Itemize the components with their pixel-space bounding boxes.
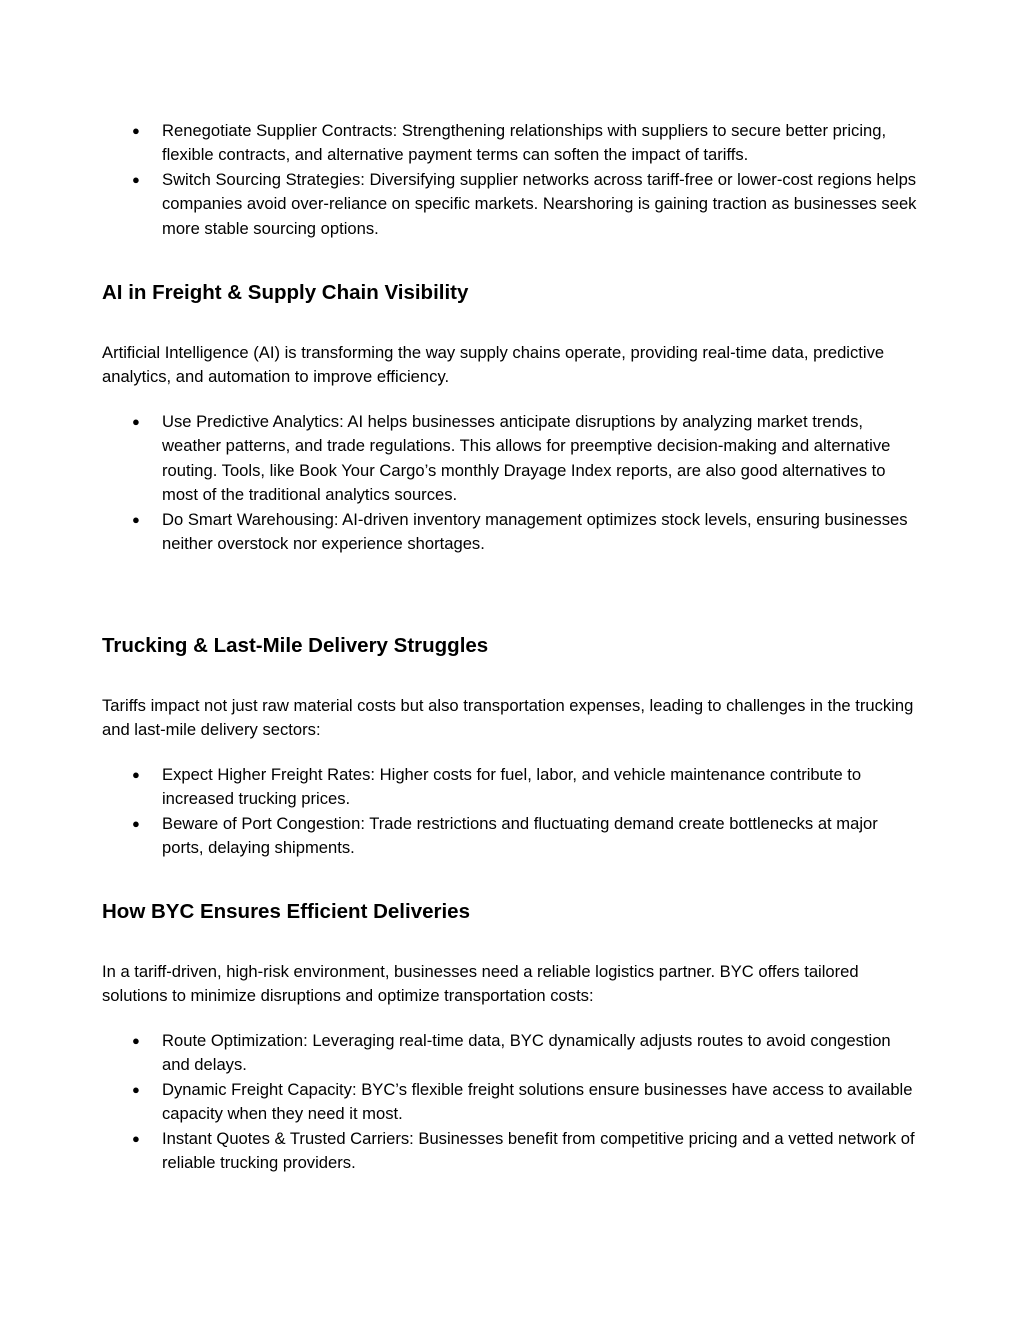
section-ai-freight-body <box>102 341 922 390</box>
list-item <box>102 410 922 508</box>
list-item <box>102 119 922 168</box>
section-ai-freight-list <box>102 410 922 556</box>
section-heading: Trucking & Last-Mile Delivery Struggles <box>102 634 489 657</box>
section-heading: How BYC Ensures Efficient Deliveries <box>102 900 470 923</box>
bullet-list <box>102 763 922 861</box>
bullet-icon: ● <box>132 414 140 429</box>
bullet-list <box>102 410 922 556</box>
section-heading: AI in Freight & Supply Chain Visibility <box>102 281 469 304</box>
section-trucking-list <box>102 763 922 861</box>
list-item <box>102 168 922 241</box>
bullet-icon: ● <box>132 511 140 527</box>
list-item-text: Instant Quotes & Trusted Carriers: Businesses benefit from competitive pricing and a vetted network of reliable trucking providers. <box>162 1128 915 1173</box>
bullet-list <box>102 1029 922 1175</box>
section-trucking <box>102 634 922 658</box>
section-trucking-body <box>102 694 922 743</box>
list-item-text: Beware of Port Congestion: Trade restrictions and fluctuating demand create bottlenecks at major ports, delaying shipments. <box>162 813 878 858</box>
section-ai-freight <box>102 281 922 305</box>
section-byc-list <box>102 1029 922 1175</box>
bullet-icon: ● <box>132 171 140 187</box>
list-item-text: Renegotiate Supplier Contracts: Strengthening relationships with suppliers to secure better pricing, flexible contracts, and alternative payment terms can soften the impact of tariffs. <box>162 121 887 165</box>
list-item <box>102 508 922 557</box>
list-item <box>102 1078 922 1127</box>
list-item <box>102 1127 922 1176</box>
bullet-icon: ● <box>132 1130 140 1146</box>
section-paragraph: In a tariff-driven, high-risk environment, businesses need a reliable logistics partner. BYC offers tailored solutions to minimize disruptions and optimize transportation costs: <box>102 962 859 1006</box>
bullet-icon: ● <box>132 767 140 782</box>
bullet-icon: ● <box>132 815 140 831</box>
list-item-text: Do Smart Warehousing: AI-driven inventory management optimizes stock levels, ensuring businesses neither overstock nor experience shortages. <box>162 509 908 554</box>
bullet-icon: ● <box>132 1033 140 1048</box>
list-item-text: Switch Sourcing Strategies: Diversifying supplier networks across tariff-free or lower-cost regions helps companies avoid over-reliance on specific markets. Nearshoring is gaining traction as businesses seek more stable sourcing options. <box>162 169 917 238</box>
list-item-text: Dynamic Freight Capacity: BYC’s flexible freight solutions ensure businesses have access to available capacity when they need it most. <box>162 1079 913 1124</box>
list-item <box>102 763 922 812</box>
list-item <box>102 812 922 861</box>
list-item <box>102 1029 922 1078</box>
intro-section <box>102 119 922 241</box>
list-item-text: Route Optimization: Leveraging real-time data, BYC dynamically adjusts routes to avoid congestion and delays. <box>162 1031 891 1075</box>
section-byc <box>102 900 922 924</box>
list-item-text: Use Predictive Analytics: AI helps businesses anticipate disruptions by analyzing market trends, weather patterns, and trade regulations. This allows for preemptive decision-making and alternative routing. Tools, like Book Your Cargo’s monthly Drayage Index reports, are also good alternatives to most of the traditional analytics sources. <box>162 412 891 505</box>
section-paragraph: Artificial Intelligence (AI) is transforming the way supply chains operate, providing real-time data, predictive analytics, and automation to improve efficiency. <box>102 343 885 387</box>
list-item-text: Expect Higher Freight Rates: Higher costs for fuel, labor, and vehicle maintenance contribute to increased trucking prices. <box>162 765 862 809</box>
section-paragraph: Tariffs impact not just raw material costs but also transportation expenses, leading to challenges in the trucking and last-mile delivery sectors: <box>102 696 914 740</box>
bullet-icon: ● <box>132 123 140 138</box>
section-byc-body <box>102 960 922 1009</box>
intro-bullet-list <box>102 119 922 241</box>
bullet-icon: ● <box>132 1081 140 1097</box>
